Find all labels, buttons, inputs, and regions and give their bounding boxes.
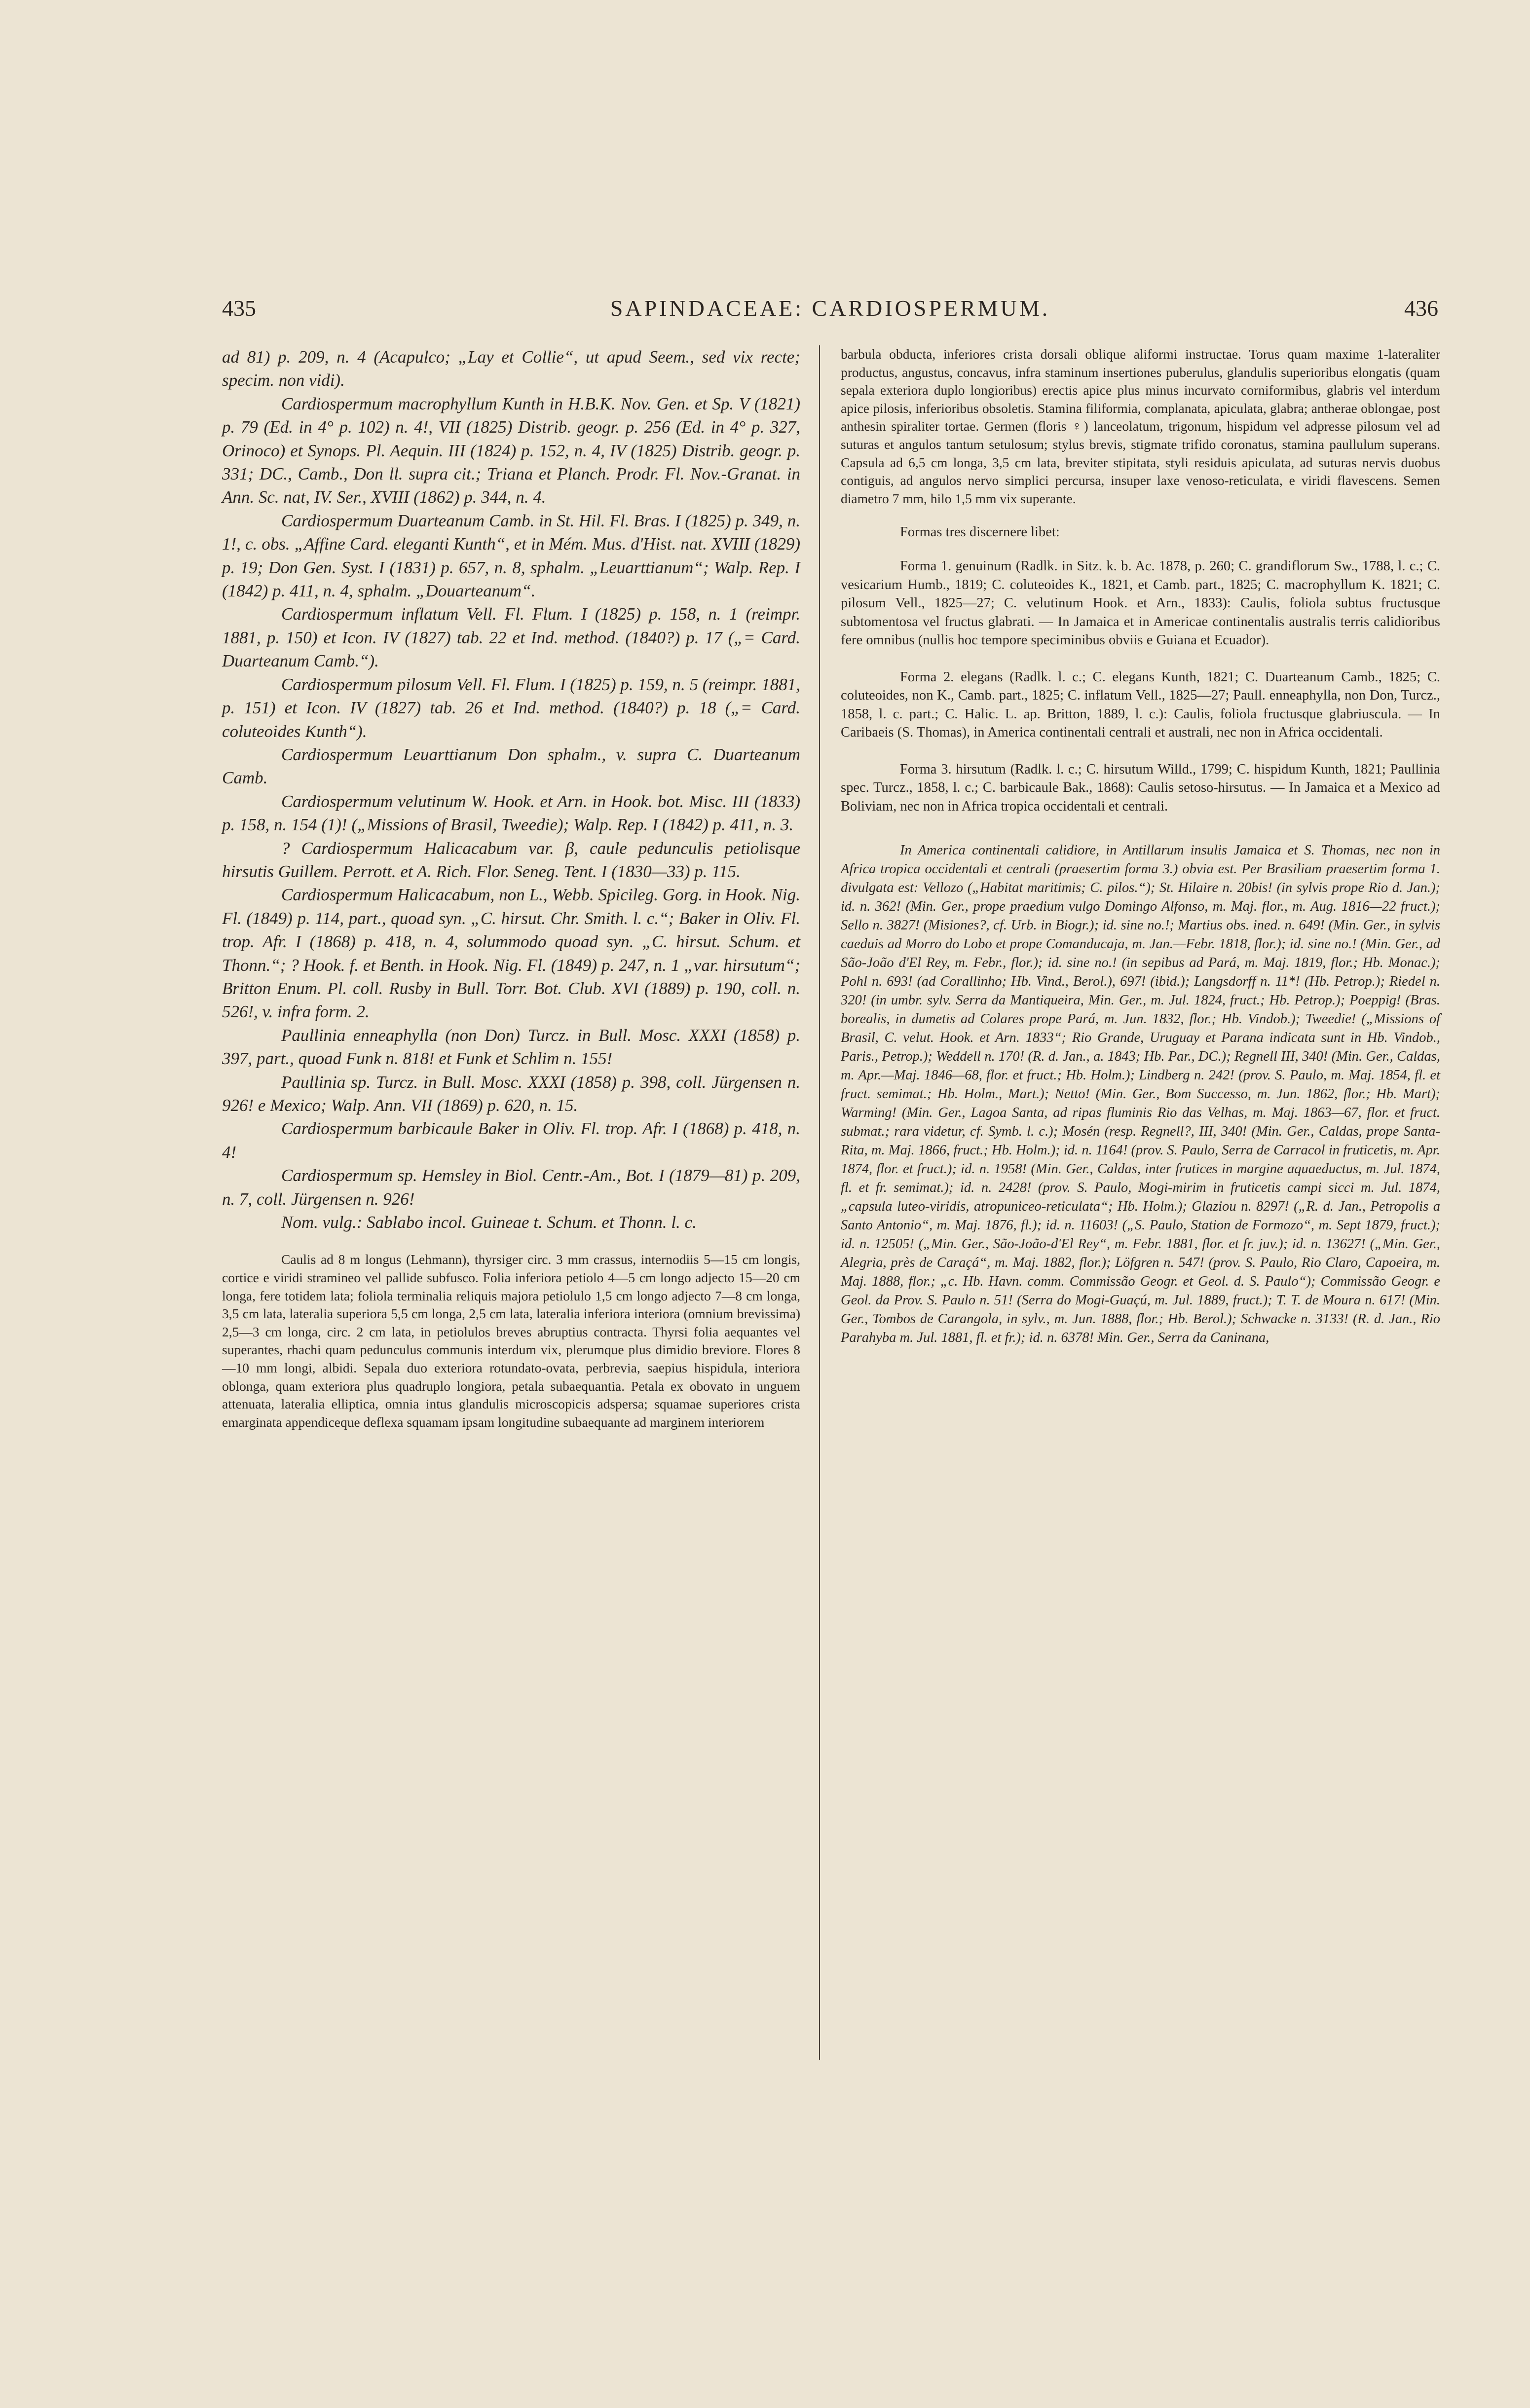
running-title: SAPINDACEAE: CARDIOSPERMUM. (610, 296, 1050, 321)
right-column (841, 345, 1440, 1347)
synonymy-entry: Cardiospermum pilosum Vell. Fl. Flum. I (1825) p. 159, n. 5 (reimpr. 1881, p. 151) et Icon. IV (1827) tab. 26 et Ind. method. (1840?) p. 18 („= Card. coluteoides Kunth“). (222, 674, 800, 741)
synonymy-entry: Cardiospermum barbicaule Baker in Oliv. Fl. trop. Afr. I (1868) p. 418, n. 4! (222, 1119, 800, 1162)
distribution-paragraph: In America continentali calidiore, in Antillarum insulis Jamaica et S. Thomas, nec non in Africa tropica occidentali et centrali (praesertim forma 3.) obvia est. Per Brasiliam praesertim forma 1. divulgata est: Vellozo („Habitat maritimis; C. pilos.“); St. Hilaire n. 20bis! (in sylvis prope Rio d. Jan.); id. n. 362! (Min. Ger., prope praedium vulgo Domingo Alfonso, m. Maj. flor., m. Aug. 1816—22 fruct.); Sello n. 3827! (Misiones?, cf. Urb. in Biogr.); id. sine no.!; Martius obs. ined. n. 649! (Min. Ger., in sylvis caeduis ad Morro do Lobo et prope Comanducaja, m. Jan.—Febr. 1818, flor.); id. sine no.! (Min. Ger., ad São-João d'El Rey, m. Febr., flor.); id. sine no.! (in sepibus ad Pará, m. Maj. 1819, flor.; Hb. Monac.); Pohl n. 693! (ad Corallinho; Hb. Vind., Berol.), 697! (ibid.); Langsdorff n. 11*! (Hb. Petrop.); Riedel n. 320! (in umbr. sylv. Serra da Mantiqueira, Min. Ger., m. Jul. 1824, fruct.; Hb. Petrop.); Poeppig! (Bras. borealis, in dumetis ad Colares prope Pará, m. Jun. 1832, flor.; Hb. Vindob.); Tweedie! („Missions of Brasil, C. velut. Hook. et Arn. 1833“; Rio Grande, Uruguay et Parana indicata sunt in Hb. Vindob., Paris., Petrop.); Weddell n. 170! (R. d. Jan., a. 1843; Hb. Par., DC.); Regnell III, 340! (Min. Ger., Caldas, m. Apr.—Maj. 1846—68, flor. et fruct.; Hb. Holm.); Lindberg n. 242! (prov. S. Paulo, m. Maj. 1854, fl. et fruct. semimat.; Hb. Holm., Mart.); Netto! (Min. Ger., Bom Successo, m. Jun. 1862, flor.; Hb. Mart); Warming! (Min. Ger., Lagoa Santa, ad ripas fluminis Rio das Velhas, m. Maj. 1863—67, flor. et fruct. submat.; rara videtur, cf. Symb. l. c.); Mosén (resp. Regnell?, III, 340! (Min. Ger., Caldas, prope Santa-Rita, m. Maj. 1866, fruct.; Hb. Holm.); id. n. 1164! (prov. S. Paulo, Serra de Carracol in fruticetis, m. Apr. 1874, flor. et fruct.); id. n. 1958! (Min. Ger., Caldas, inter frutices in margine aquaeductus, m. Jul. 1874, fl. et fr. semimat.); id. n. 2428! (prov. S. Paulo, Mogi-mirim in fruticetis campi sicci m. Jul. 1874, „capsula luteo-viridis, atropuniceo-reticulata“; Hb. Holm.); Glaziou n. 8297! („R. d. Jan., Petropolis a Santo Antonio“, m. Maj. 1876, fl.); id. n. 11603! („S. Paulo, Station de Formozo“, m. Sept 1879, fruct.); id. n. 12505! („Min. Ger., São-João-d'El Rey“, m. Febr. 1881, flor. et fr. juv.); id. n. 13627! („Min. Ger., Alegria, près de Caraçá“, m. Maj. 1882, flor.); Löfgren n. 547! (prov. S. Paulo, Rio Claro, Capoeira, m. Maj. 1888, flor.; „c. Hb. Havn. comm. Commissão Geogr. et Geol. d. S. Paulo“); Commissão Geogr. e Geol. da Prov. S. Paulo n. 51! (Serra do Mogi-Guaçú, m. Jul. 1889, fruct.); T. T. de Moura n. 617! (Min. Ger., Tombos de Carangola, in sylv., m. Jun. 1888, flor.; Hb. Berol.); Schwacke n. 3133! (R. d. Jan., Rio Parahyba m. Jul. 1881, fl. et fr.); id. n. 6378! Min. Ger., Serra da Caninana, (841, 843, 1440, 1346)
synonymy-entry: Cardiospermum sp. Hemsley in Biol. Centr.-Am., Bot. I (1879—81) p. 209, n. 7, coll. Jürgensen n. 926! (222, 1166, 800, 1209)
synonymy-entry: ad 81) p. 209, n. 4 (Acapulco; „Lay et Collie“, ut apud Seem., sed vix recte; specim. non vidi). (222, 347, 800, 390)
column-divider (819, 345, 820, 2060)
synonymy-entry: Paullinia enneaphylla (non Don) Turcz. in Bull. Mosc. XXXI (1858) p. 397, part., quoad Funk n. 818! et Funk et Schlim n. 155! (222, 1025, 800, 1069)
synonymy-entry: Cardiospermum Halicacabum, non L., Webb. Spicileg. Gorg. in Hook. Nig. Fl. (1849) p. 114, part., quoad syn. „C. hirsut. Chr. Smith. l. c.“; Baker in Oliv. Fl. trop. Afr. I (1868) p. 418, n. 4, solummodo quoad syn. „C. hirsut. Schum. et Thonn.“; ? Hook. f. et Benth. in Hook. Nig. Fl. (1849) p. 247, n. 1 „var. hirsutum“; Britton Enum. Pl. coll. Rusby in Bull. Torr. Bot. Club. XVI (1889) p. 190, coll. n. 526!, v. infra form. 2. (222, 885, 800, 1022)
vernacular-name: Nom. vulg.: Sablabo incol. Guineae t. Schum. et Thonn. l. c. (281, 1213, 697, 1232)
synonymy-entry: Cardiospermum inflatum Vell. Fl. Flum. I (1825) p. 158, n. 1 (reimpr. 1881, p. 150) et Icon. IV (1827) tab. 22 et Ind. method. (1840?) p. 17 („= Card. Duarteanum Camb.“). (222, 604, 800, 671)
page-number-right: 436 (1404, 296, 1438, 321)
synonymy-entry: Paullinia sp. Turcz. in Bull. Mosc. XXXI (1858) p. 398, coll. Jürgensen n. 926! e Mexico; Walp. Ann. VII (1869) p. 620, n. 15. (222, 1072, 800, 1115)
page-header (222, 295, 1438, 325)
morphological-description-continued: barbula obducta, inferiores crista dorsali oblique aliformi instructae. Torus quam maxime 1-lateraliter productus, angustus, concavus, infra staminum insertiones puberulus, glandulis superioribus elongatis (quam sepala exteriora duplo longioribus) erectis apice plus minus incurvato corniformibus, glabris vel interdum apice pilosis, inferioribus obsoletis. Stamina filiformia, complanata, apiculata, glabra; antherae oblongae, post anthesin spiraliter tortae. Germen (floris ♀) lanceolatum, trigonum, hispidum vel adpresse pilosum vel ad suturas et angulos tantum setulosum; stylus brevis, stigmate trifido coronatus, stamina paullulum superans. Capsula ad 6,5 cm longa, 3,5 cm lata, breviter stipitata, styli residuis apiculata, ad suturas nervis duobus contiguis, ad angulos nervo simplici percursa, insuper laxe venoso-reticulata, e viridi flavescens. Semen diametro 7 mm, hilo 1,5 mm vix superante. (841, 346, 1440, 506)
forma-entry: Forma 1. genuinum (Radlk. in Sitz. k. b. Ac. 1878, p. 260; C. grandiflorum Sw., 1788, l. c.; C. vesicarium Humb., 1819; C. coluteoides K., 1821, et Camb. part., 1825; C. macrophyllum K. 1821; C. pilosum Vell., 1825—27; C. velutinum Hook. et Arn., 1833): Caulis, foliola subtus fructusque subtomentosa vel fructus glabrati. — In Jamaica et in Americae continentalis australis terris calidioribus fere omnibus (nullis hoc tempore speciminibus obviis e Guiana et Ecuador). (841, 558, 1440, 648)
synonymy-entry: ? Cardiospermum Halicacabum var. β, caule pedunculis petiolisque hirsutis Guillem. Perrott. et A. Rich. Flor. Seneg. Tent. I (1830—33) p. 115. (222, 838, 800, 881)
synonymy-entry: Cardiospermum Leuarttianum Don sphalm., v. supra C. Duarteanum Camb. (222, 744, 800, 788)
forma-entry: Forma 2. elegans (Radlk. l. c.; C. elegans Kunth, 1821; C. Duarteanum Camb., 1825; C. coluteoides, non K., Camb. part., 1825; C. inflatum Vell., 1825—27; Paull. enneaphylla, non Don, Turcz., 1858, l. c. part.; C. Halic. L. ap. Britton, 1889, l. c.): Caulis, foliola fructusque glabriuscula. — In Caribaeis (S. Thomas), in America continentali centrali et australi, nec non in Africa occidentali. (841, 669, 1440, 741)
formas-intro: Formas tres discernere libet: (900, 524, 1060, 540)
synonymy-block (222, 345, 800, 1234)
synonymy-entry: Cardiospermum macrophyllum Kunth in H.B.K. Nov. Gen. et Sp. V (1821) p. 79 (Ed. in 4° p. 102) n. 4!, VII (1825) Distrib. geogr. p. 256 (Ed. in 4° p. 327, Orinoco) et Synops. Pl. Aequin. III (1824) p. 152, n. 4, IV (1825) Distrib. geogr. p. 331; DC., Camb., Don ll. supra cit.; Triana et Planch. Prodr. Fl. Nov.-Granat. in Ann. Sc. nat, IV. Ser., XVIII (1862) p. 344, n. 4. (222, 394, 800, 507)
forma-entry: Forma 3. hirsutum (Radlk. l. c.; C. hirsutum Willd., 1799; C. hispidum Kunth, 1821; Paullinia spec. Turcz., 1858, l. c.; C. barbicaule Bak., 1868): Caulis setoso-hirsutus. — In Jamaica et a Mexico ad Boliviam, nec non in Africa tropica occidentali et centrali. (841, 761, 1440, 814)
page-number-left: 435 (222, 296, 256, 321)
synonymy-entry: Cardiospermum Duarteanum Camb. in St. Hil. Fl. Bras. I (1825) p. 349, n. 1!, c. obs. „Affine Card. eleganti Kunth“, et in Mém. Mus. d'Hist. nat. XVIII (1829) p. 19; Don Gen. Syst. I (1831) p. 657, n. 8, sphalm. „Leuarttianum“; Walp. Rep. I (1842) p. 411, n. 4, sphalm. „Douarteanum“. (222, 511, 800, 601)
left-column (222, 345, 800, 1431)
morphological-description: Caulis ad 8 m longus (Lehmann), thyrsiger circ. 3 mm crassus, internodiis 5—15 cm longis, cortice e viridi stramineo vel pallide subfusco. Folia inferiora petiolo 4—5 cm longo adjecto 15—20 cm longa, fere totidem lata; foliola terminalia reliquis majora petiolulo 1,5 cm longo adjecto 7—8 cm longa, 3,5 cm lata, lateralia superiora 5,5 cm longa, 2,5 cm lata, lateralia inferiora interiora (omnium brevissima) 2,5—3 cm longa, circ. 2 cm lata, in petiolulos breves abruptius contracta. Thyrsi folia aequantes vel superantes, rhachi quam pedunculus communis interdum vix, plerumque plus dimidio breviore. Flores 8—10 mm longi, albidi. Sepala duo exteriora rotundato-ovata, perbrevia, saepius hispidula, interiora oblonga, quam exteriora plus quadruplo longiora, petala subaequantia. Petala ex obovato in unguem attenuata, lateralia elliptica, omnia intus glandulis microscopicis adspersa; squamae superiores crista emarginata appendiceque deflexa squamam ipsam longitudine subaequante ad marginem interiorem (222, 1252, 800, 1430)
synonymy-entry: Cardiospermum velutinum W. Hook. et Arn. in Hook. bot. Misc. III (1833) p. 158, n. 154 (1)! („Missions of Brasil, Tweedie); Walp. Rep. I (1842) p. 411, n. 3. (222, 791, 800, 835)
